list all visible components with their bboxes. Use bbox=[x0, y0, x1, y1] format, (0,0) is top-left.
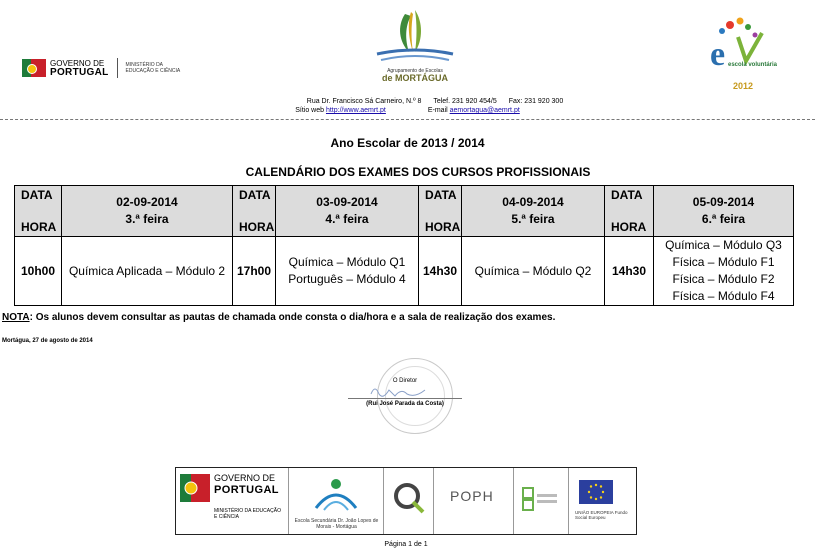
poph-text: POPH bbox=[450, 488, 494, 504]
ev-year: 2012 bbox=[733, 81, 754, 91]
label-data: DATA bbox=[611, 188, 643, 202]
signature-block bbox=[345, 356, 465, 436]
hora-cell: 14h30 bbox=[419, 237, 462, 306]
date-cell bbox=[62, 186, 233, 237]
label-hora: HORA bbox=[611, 220, 647, 234]
footer-q-logo bbox=[384, 468, 434, 534]
qren-logo-icon bbox=[521, 486, 561, 516]
director-name: (Rui José Parada da Costa) bbox=[366, 401, 444, 407]
q-logo-icon bbox=[391, 480, 427, 520]
fax: Fax: 231 920 300 bbox=[508, 98, 564, 105]
local-data: Mortágua, 27 de agosto de 2014 bbox=[2, 338, 93, 344]
exam-calendar-table bbox=[14, 185, 794, 306]
hora-cell: 10h00 bbox=[15, 237, 62, 306]
eu-flag-icon bbox=[579, 480, 613, 504]
escola-voluntaria-logo bbox=[700, 15, 780, 95]
date-cell bbox=[462, 186, 605, 237]
exam-cell bbox=[62, 237, 233, 306]
header-divider bbox=[0, 119, 815, 120]
exam-cell bbox=[654, 237, 794, 306]
exam-cell bbox=[462, 237, 605, 306]
hora-cell: 17h00 bbox=[233, 237, 276, 306]
portugal-flag-icon bbox=[180, 474, 210, 502]
director-label: O Diretor bbox=[392, 378, 418, 384]
school-year: Ano Escolar de 2013 / 2014 bbox=[330, 136, 485, 150]
site-link[interactable]: http://www.aemrt.pt bbox=[325, 107, 386, 114]
footer-gov-line1: GOVERNO DE bbox=[214, 473, 276, 483]
label-hora: HORA bbox=[239, 220, 275, 234]
label-hora: HORA bbox=[21, 220, 57, 234]
date: 05-09-2014 bbox=[692, 195, 755, 209]
school-address bbox=[0, 97, 815, 115]
exam-item: Química – Módulo Q2 bbox=[474, 263, 592, 278]
ev-text: escola voluntária bbox=[728, 62, 778, 68]
date: 04-09-2014 bbox=[502, 195, 564, 209]
email-link[interactable]: aemortagua@aemrt.pt bbox=[449, 107, 520, 114]
portugal-flag-icon bbox=[22, 59, 46, 77]
footer-gov-line2: PORTUGAL bbox=[214, 484, 279, 496]
weekday: 6.ª feira bbox=[701, 212, 746, 226]
label-hora: HORA bbox=[425, 220, 461, 234]
exam-item: Química Aplicada – Módulo 2 bbox=[68, 263, 226, 278]
weekday: 4.ª feira bbox=[325, 212, 369, 226]
label-data: DATA bbox=[21, 188, 53, 202]
table-row bbox=[15, 237, 794, 306]
exam-item: Física – Módulo F1 bbox=[672, 255, 775, 269]
gov-line1: GOVERNO DE bbox=[50, 59, 105, 68]
label-cell bbox=[419, 186, 462, 237]
label-cell bbox=[605, 186, 654, 237]
svg-text:e: e bbox=[710, 36, 726, 73]
eu-stars-icon bbox=[579, 480, 613, 504]
table-header-row bbox=[15, 186, 794, 237]
exam-item: Física – Módulo F4 bbox=[672, 289, 775, 303]
footer-poph-logo bbox=[434, 468, 514, 534]
school-emblem-icon bbox=[375, 6, 455, 68]
date: 03-09-2014 bbox=[316, 195, 378, 209]
gov-divider bbox=[117, 58, 118, 78]
label-cell bbox=[15, 186, 62, 237]
weekday: 3.ª feira bbox=[125, 212, 169, 226]
governo-portugal-logo bbox=[22, 58, 182, 78]
date-cell bbox=[276, 186, 419, 237]
footer-ue-logo bbox=[569, 468, 636, 534]
nota-text: : Os alunos devem consultar as pautas de chamada onde consta o dia/hora e a sala de realização dos exames. bbox=[29, 312, 556, 323]
exam-item: Química – Módulo Q3 bbox=[665, 238, 782, 252]
label-data: DATA bbox=[425, 188, 457, 202]
footer-ue-text: UNIÃO EUROPEIA Fundo Social Europeu bbox=[575, 510, 628, 520]
nota-label: NOTA bbox=[2, 312, 30, 323]
footer-logos bbox=[175, 467, 637, 535]
document-title: CALENDÁRIO DOS EXAMES DOS CURSOS PROFISSIONAIS bbox=[245, 165, 591, 179]
escola-emblem-icon bbox=[306, 472, 366, 516]
school-name-line2: de MORTÁGUA bbox=[382, 73, 448, 83]
footer-escola-logo bbox=[289, 468, 384, 534]
date-cell bbox=[654, 186, 794, 237]
exam-item: Química – Módulo Q1 bbox=[288, 255, 406, 269]
hora-cell: 14h30 bbox=[605, 237, 654, 306]
label-cell bbox=[233, 186, 276, 237]
footer-gov-ministry: MINISTÉRIO DA EDUCAÇÃO E CIÊNCIA bbox=[214, 508, 281, 520]
school-logo bbox=[375, 6, 455, 96]
school-name-line1: Agrupamento de Escolas bbox=[387, 68, 443, 74]
phone: Telef. 231 920 454/5 bbox=[433, 98, 497, 105]
exam-cell bbox=[276, 237, 419, 306]
site-label: Sítio web bbox=[295, 107, 325, 114]
label-data: DATA bbox=[239, 188, 271, 202]
weekday: 5.ª feira bbox=[511, 212, 555, 226]
gov-ministry: MINISTÉRIO DA EDUCAÇÃO E CIÊNCIA bbox=[125, 62, 181, 74]
nota bbox=[2, 312, 555, 323]
date: 02-09-2014 bbox=[116, 195, 178, 209]
gov-line2: PORTUGAL bbox=[50, 67, 109, 78]
footer-gov-logo bbox=[176, 468, 289, 534]
footer-escola-text: Escola Secundária Dr. João Lopes de Morais - Mortágua bbox=[294, 518, 379, 530]
footer-qren-logo bbox=[514, 468, 569, 534]
signature-line bbox=[348, 398, 462, 399]
page-number: Página 1 de 1 bbox=[384, 541, 428, 548]
email-label: E-mail bbox=[427, 107, 448, 114]
exam-item: Português – Módulo 4 bbox=[288, 272, 406, 286]
exam-item: Física – Módulo F2 bbox=[672, 272, 775, 286]
address: Rua Dr. Francisco Sá Carneiro, N.º 8 bbox=[306, 98, 422, 105]
